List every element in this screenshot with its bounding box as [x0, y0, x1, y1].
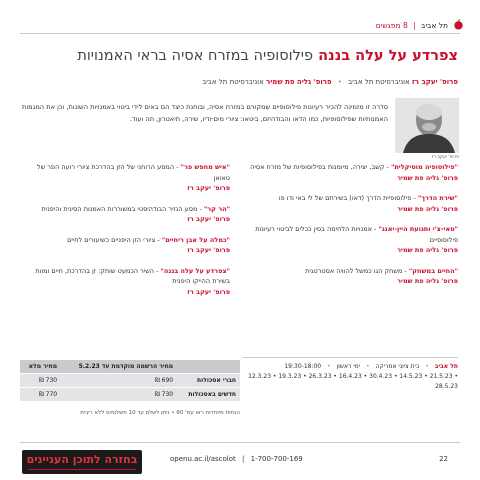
price-early: 690 ₪ — [61, 374, 177, 388]
price-table-header — [20, 360, 240, 374]
lecture-lecturer: פרופ' גליה פת שמיר — [397, 277, 458, 285]
lecture-lecturer: פרופ' גליה פת שמיר — [397, 204, 458, 213]
price-header-full: מחיר מלא — [20, 360, 61, 374]
schedule-separator: • — [327, 363, 331, 370]
intro-paragraph: סדרה זו מזמינה להכיר רעיונות פילוסופיים שמקורם במזרח אסיה, ובוחנת כיצד הם באים לידי ביטוי באמנויות השונות, וכן את המגמות האמנותיות שפילוסופיות, כמו הדאו והבודהיזם, ביטאו: ציורי מים-ודיו, שירה, תיאטרון, תה ועוד. — [22, 103, 388, 123]
lecture-title: "פילוסופיה מוסיקלית" — [390, 163, 458, 171]
banner-underline — [28, 469, 136, 470]
lecture-item: "איש מחפש פר" - המסע הרוחני של הזן בהדרכת ציורי רועה הפר של טאואן פרופ' יעקב רז — [20, 162, 230, 194]
table-row — [20, 388, 240, 402]
price-row-label: חברי אסכולות — [177, 374, 240, 388]
price-full: 730 ₪ — [20, 374, 61, 388]
header-section: 8 מפגשים — [375, 20, 408, 30]
footer-contact — [170, 455, 303, 463]
lecture-lecturer: פרופ' גליה פת שמיר — [397, 173, 458, 182]
lecture-item: "פילוסופיה מוסיקלית" - קשב, יצירה, מיומנות בפילוסופיות של מזרח אסיה פרופ' גליה פת שמיר — [243, 162, 458, 183]
lecture-title: "צפרדע על עלה בננה" — [160, 266, 230, 275]
page-title — [20, 48, 458, 64]
header-divider — [20, 33, 460, 34]
lecture-item: "צפרדע על עלה בננה" - השיר הכמעט שותק: זן בהדרכת, חיים ומוות בשירת ההייקו היפנית פרופ' יעקב רז — [20, 266, 230, 298]
page-header — [14, 18, 466, 32]
price-header-empty — [177, 360, 240, 374]
schedule-dates: 12.3.23 • 19.3.23 • 26.3.23 • 16.4.23 • 30.4.23 • 14.5.23 • 21.5.23 • 28.5.23 — [248, 373, 458, 390]
price-full: 770 ₪ — [20, 388, 61, 402]
header-city: תל אביב — [421, 20, 448, 30]
price-row-label: חדשים באסכולות — [177, 388, 240, 402]
footer-divider — [20, 442, 460, 443]
lecture-lecturer: פרופ' יעקב רז — [187, 184, 230, 192]
lecture-item: "כמלה על אבן ריחיים" - ציורי הזן היפניים כשיעורים לחיים פרופ' יעקב רז — [20, 235, 230, 256]
photo-caption: פרופ' יעקב רז — [431, 155, 459, 160]
lecture-item: "טאי-צ'י ותנועת היין-יאנג" - אמנויות הלחימה בסין ככלים לביטוי רעיונות פילוסופיים פרופ' גליה פת שמיר — [243, 224, 458, 256]
schedule-line — [243, 357, 458, 372]
lecture-description: פילוסופיית הדרך (דאו) בשירתם של לי באי ודו פו — [278, 194, 412, 202]
lecturer-photo — [395, 98, 459, 153]
footer-url[interactable]: openu.ac.il/ascolot — [170, 455, 236, 463]
lecturer2-affiliation: אוניברסיטת תל אביב — [202, 78, 264, 86]
lecture-title: "החיים במשחק" — [408, 266, 458, 275]
lecture-title: "איש מחפש פר" — [180, 163, 230, 171]
price-note: הנחות מיוחדות ראו עמ' 60 • ניתן לשלם עד 10 תשלומים ללא ריבית — [80, 410, 240, 416]
schedule-time: 19:30-18:00 — [284, 363, 322, 370]
schedule-place-label: תל אביב — [434, 363, 458, 370]
price-table — [20, 360, 240, 402]
price-early: 730 ₪ — [61, 388, 177, 402]
footer-phone: 1-700-700-169 — [250, 455, 303, 463]
lecture-lecturer: פרופ' יעקב רז — [187, 287, 230, 296]
lecture-description: ציורי הזן היפניים כשיעורים לחיים — [67, 235, 156, 244]
schedule-separator: • — [366, 363, 370, 370]
lecture-title: "טאי-צ'י ותנועת היין-יאנג" — [378, 225, 458, 233]
lecturer2-name: פרופ' גליה פת שמיר — [266, 78, 332, 86]
apple-icon — [453, 19, 464, 30]
lecturers-line — [202, 78, 458, 86]
lectures-right-column — [243, 162, 458, 297]
lecture-lecturer: פרופ' גליה פת שמיר — [397, 246, 458, 254]
footer-separator: | — [242, 455, 245, 463]
header-breadcrumb — [376, 21, 448, 30]
price-header-early: מחיר הרשמה מוקדמת עד 5.2.23 — [61, 360, 177, 374]
lecture-item: "החיים במשחק" - משחק הגו כמשל להוויה אסטרטגית פרופ' גליה פת שמיר — [243, 266, 458, 287]
schedule-place: בית ציוני אמריקה — [375, 363, 420, 370]
lecture-description: מסע הנזיר הבודהיסטי במשוררות האמנות הסינית והיפנית — [41, 204, 198, 213]
lecture-lecturer: פרופ' יעקב רז — [187, 246, 230, 254]
lecture-title: "שירת הדרך" — [417, 194, 458, 202]
lecture-description: קשב, יצירה, מיומנות בפילוסופיות של מזרח אסיה — [250, 163, 385, 171]
schedule-block — [243, 357, 458, 392]
title-rest: פילוסופיה במזרח אסיה בראי האמנויות — [77, 48, 314, 64]
lecture-item: "הר קר" - מסע הנזיר הבודהיסטי במשוררות האמנות הסינית והיפנית פרופ' יעקב רז — [20, 204, 230, 225]
lecture-description: המסע הרוחני של הזן בהדרכת ציורי רועה הפר של טאואן — [36, 163, 230, 182]
title-red-part: צפרדע על עלה בננה — [318, 48, 458, 64]
schedule-day: ימי ראשון — [336, 363, 361, 370]
schedule-separator: • — [425, 363, 429, 370]
lecture-title: "כמלה על אבן ריחיים" — [161, 235, 230, 244]
lecturer1-affiliation: אוניברסיטת תל אביב — [348, 78, 410, 86]
header-separator: | — [413, 20, 416, 30]
banner-label: בחזרה לתוכן העניינים — [26, 453, 138, 466]
lecture-title: "הר קר" — [203, 204, 230, 213]
portrait-image — [395, 98, 459, 153]
lecturer-separator: • — [337, 78, 342, 86]
lecture-description: משחק הגו כמשל להוויה אסטרטגית — [305, 266, 403, 275]
lecture-lecturer: פרופ' יעקב רז — [187, 215, 230, 223]
lecturer1-name: פרופ' יעקב רז — [411, 78, 458, 86]
lecture-description: אמנויות הלחימה בסין ככלים לביטוי רעיונות פילוסופיים — [255, 225, 458, 244]
lectures-left-column — [20, 162, 230, 307]
table-row — [20, 374, 240, 388]
lecture-description: השיר הכמעט שותק: זן בהדרכת, חיים ומוות בשירת ההייקו היפנית — [35, 266, 230, 285]
back-to-contents-button[interactable] — [22, 450, 142, 474]
page-number: 22 — [439, 455, 448, 463]
lecture-item: "שירת הדרך" - פילוסופיית הדרך (דאו) בשירתם של לי באי ודו פו פרופ' גליה פת שמיר — [243, 193, 458, 214]
